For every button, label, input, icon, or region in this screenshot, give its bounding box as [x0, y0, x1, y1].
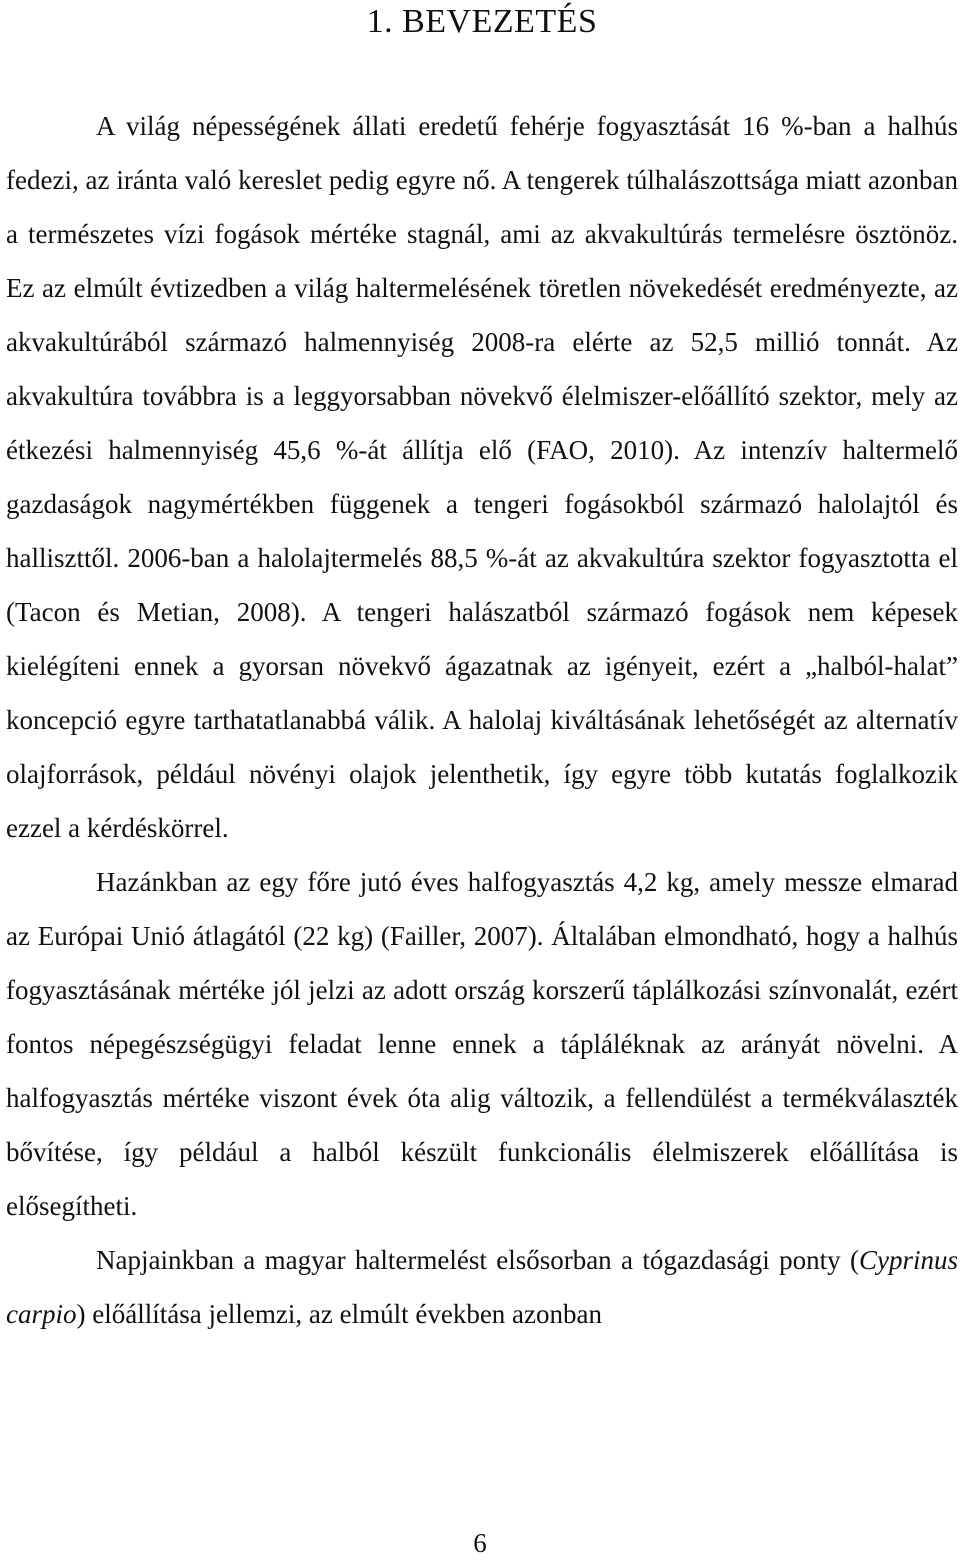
- paragraph-3-text-start: Napjainkban a magyar haltermelést elsősorban a tógazdasági ponty (: [96, 1245, 859, 1275]
- paragraph-1: A világ népességének állati eredetű fehérje fogyasztását 16 %-ban a halhús fedezi, az iránta való kereslet pedig egyre nő. A tengerek túlhalászottsága miatt azonban a természetes vízi fogások mértéke stagnál, ami az akvakultúrás termelésre ösztönöz. Ez az elmúlt évtizedben a világ haltermelésének töretlen növekedését eredményezte, az akvakultúrából származó halmennyiség 2008-ra elérte az 52,5 millió tonnát. Az akvakultúra továbbra is a leggyorsabban növekvő élelmiszer-előállító szektor, mely az étkezési halmennyiség 45,6 %-át állítja elő (FAO, 2010). Az intenzív haltermelő gazdaságok nagymértékben függenek a tengeri fogásokból származó halolajtól és halliszttől. 2006-ban a halolajtermelés 88,5 %-át az akvakultúra szektor fogyasztotta el (Tacon és Metian, 2008). A tengeri halászatból származó fogások nem képesek kielégíteni ennek a gyorsan növekvő ágazatnak az igényeit, ezért a „halból-halat” koncepció egyre tarthatatlanabbá válik. A halolaj kiváltásának lehetőségét az alternatív olajforrások, például növényi olajok jelenthetik, így egyre több kutatás foglalkozik ezzel a kérdéskörrel.: [6, 111, 958, 843]
- paragraph-3-text-end: ) előállítása jellemzi, az elmúlt években azonban: [76, 1299, 603, 1329]
- chapter-heading: 1. BEVEZETÉS: [366, 3, 598, 40]
- document-page: [6, 0, 958, 1341]
- paragraph-2: Hazánkban az egy főre jutó éves halfogyasztás 4,2 kg, amely messze elmarad az Európai Unió átlagától (22 kg) (Failler, 2007). Általában elmondható, hogy a halhús fogyasztásának mértéke jól jelzi az adott ország korszerű táplálkozási színvonalát, ezért fontos népegészségügyi feladat lenne ennek a tápláléknak az arányát növelni. A halfogyasztás mértéke viszont évek óta alig változik, a fellendülést a termékválaszték bővítése, így például a halból készült funkcionális élelmiszerek előállítása is elősegítheti.: [6, 867, 958, 1221]
- paragraph-3: [6, 1233, 958, 1341]
- page-number: 6: [473, 1528, 487, 1558]
- species-name: Cyprinus carpio: [6, 1245, 958, 1329]
